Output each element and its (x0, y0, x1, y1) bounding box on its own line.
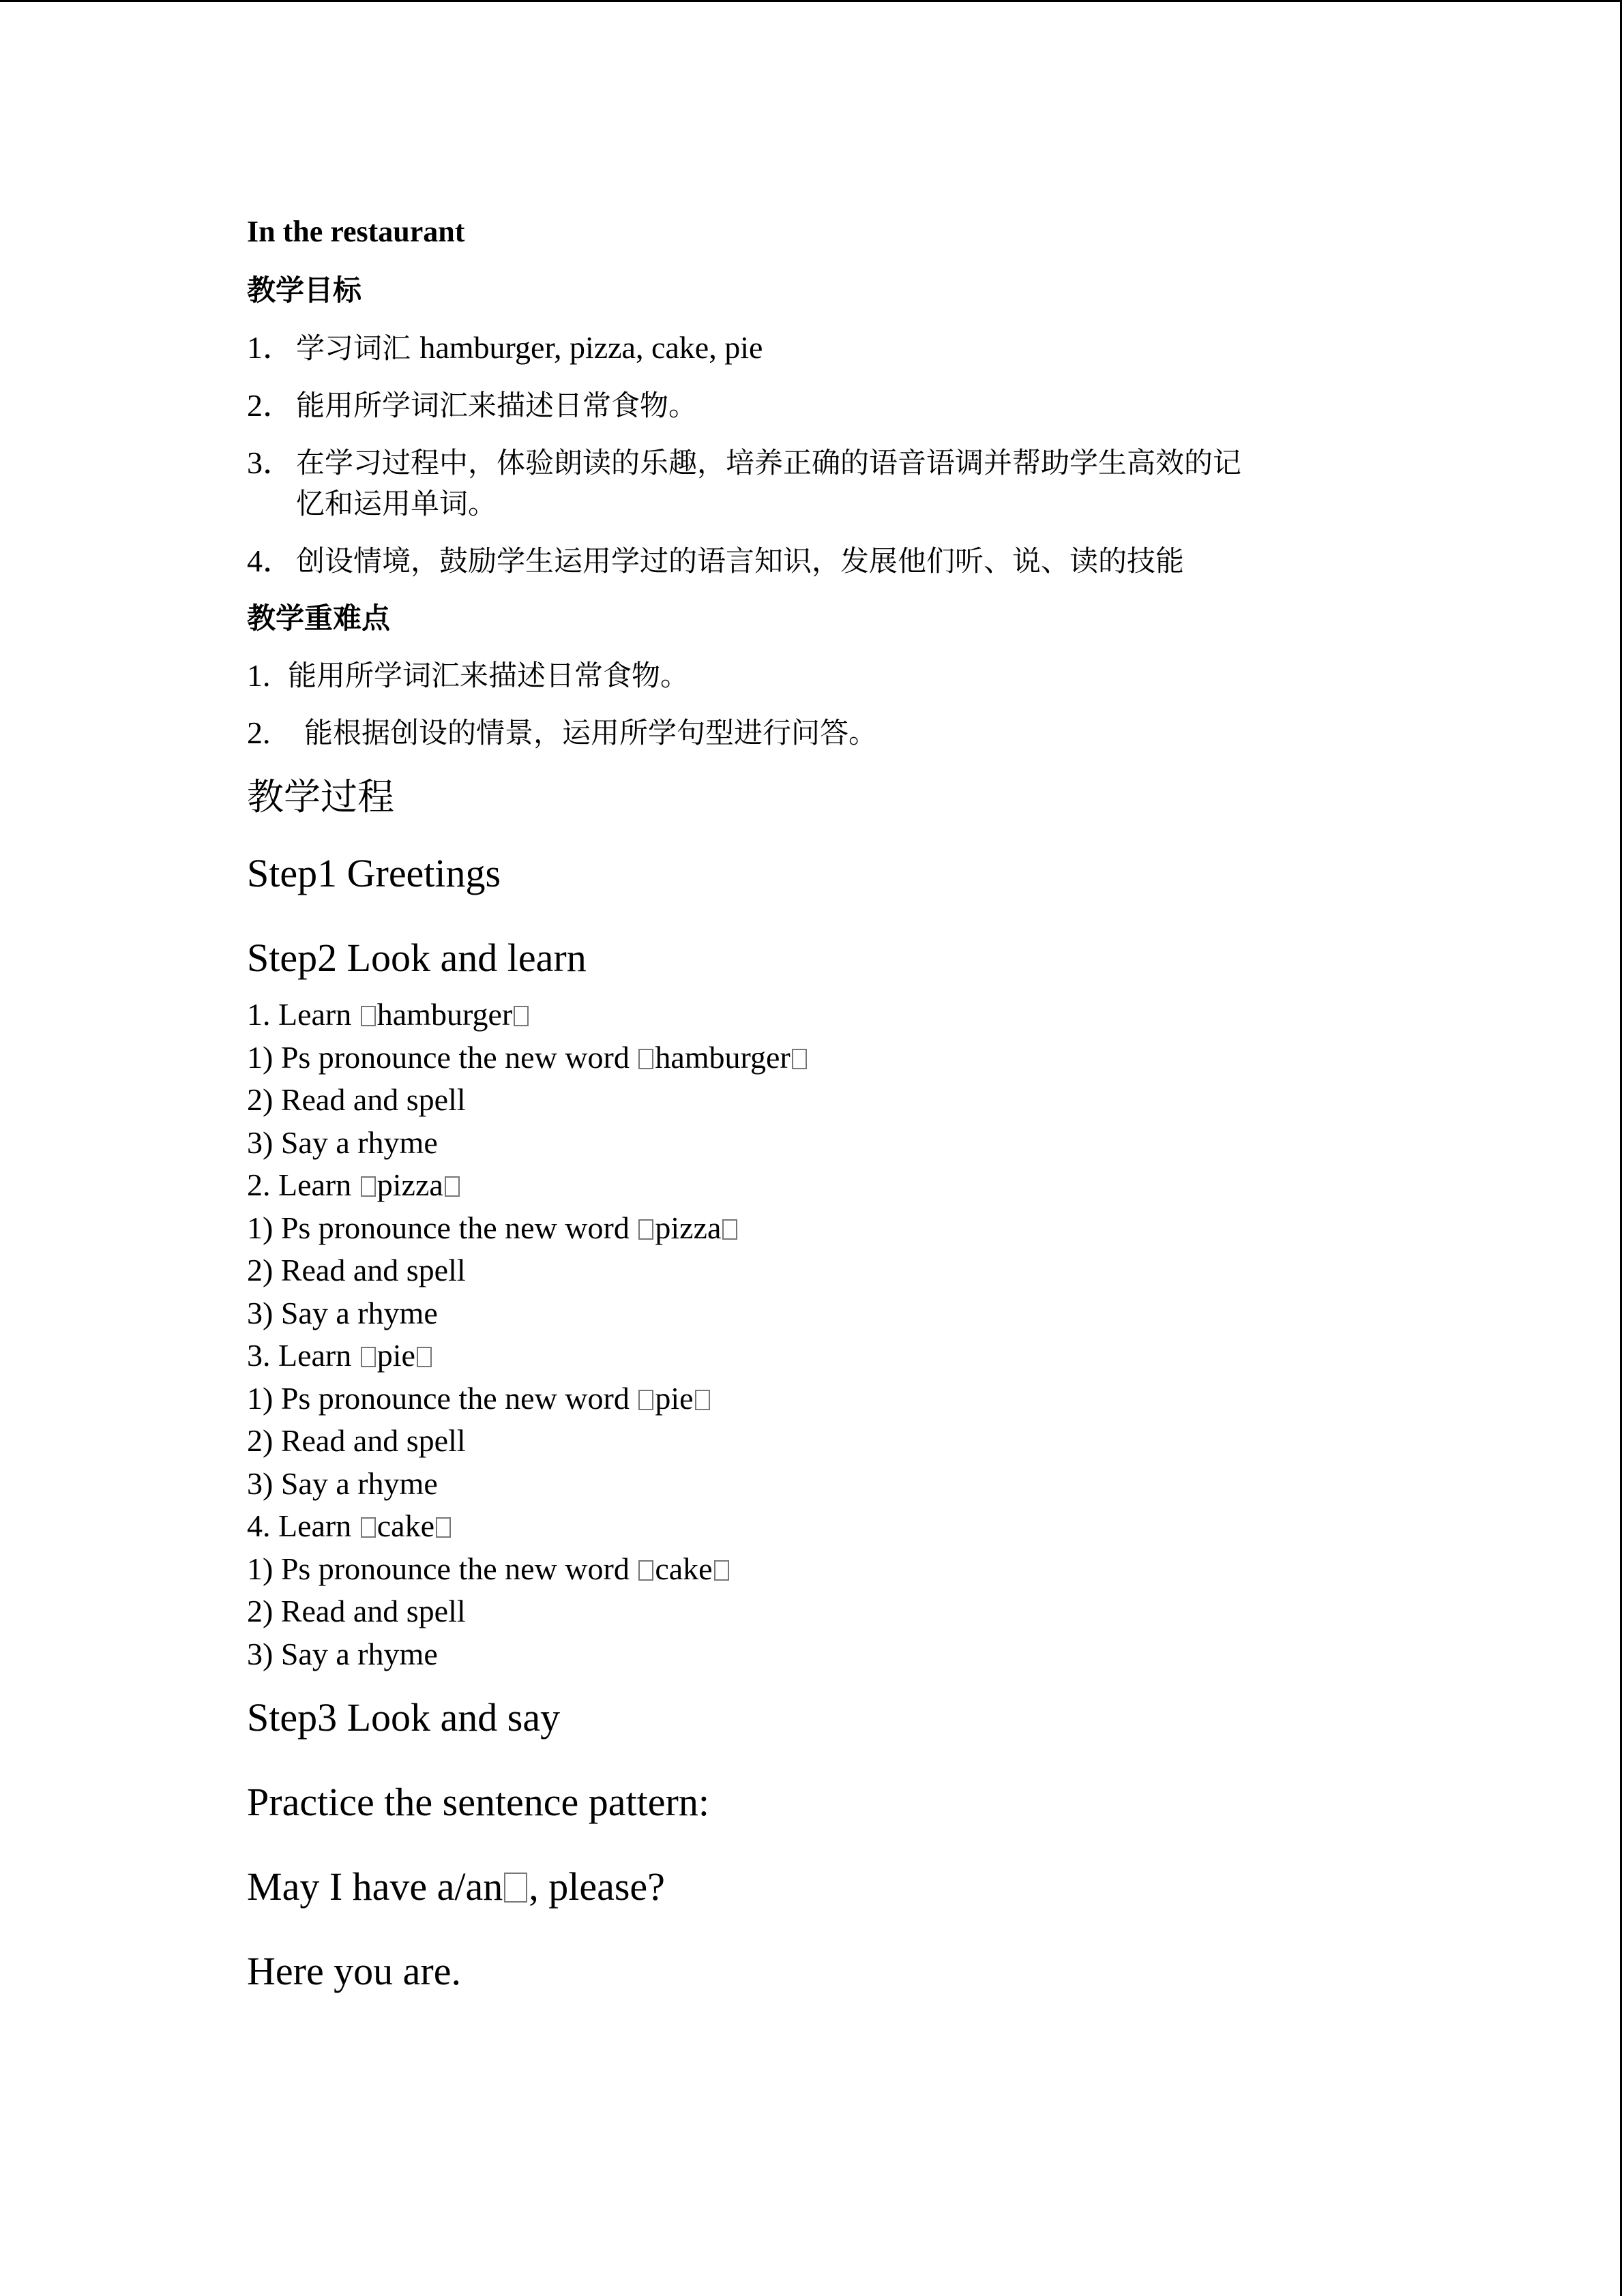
key-point-text: 能用所学词汇来描述日常食物。 (288, 659, 690, 692)
key-point-item (247, 713, 1420, 754)
document-body (247, 211, 1420, 2029)
key-points-heading: 教学重难点 (247, 601, 391, 635)
key-point-number: 1. (247, 658, 271, 693)
missing-glyph-box (792, 1049, 807, 1069)
missing-glyph-box (504, 1873, 527, 1903)
objective-text: 创设情境，鼓励学生运用学过的语言知识，发展他们听、说、读的技能 (296, 544, 1185, 578)
objective-number: 3． (247, 445, 294, 480)
list-item: 3) Say a rhyme (247, 1636, 438, 1671)
list-item: 1) Ps pronounce the new word pizza (247, 1207, 1420, 1250)
missing-glyph-box (638, 1049, 653, 1069)
list-item: 3) Say a rhyme (247, 1295, 438, 1330)
list-item: 1) Ps pronounce the new word hamburger (247, 1037, 1420, 1079)
list-item: 2) Read and spell (247, 1423, 466, 1458)
list-item: 3) Say a rhyme (247, 1465, 438, 1501)
objective-text-continued: 忆和运用单词。 (296, 487, 497, 520)
step1-heading: Step1 Greetings (247, 851, 501, 895)
step2-list (247, 994, 1420, 1675)
missing-glyph-box (638, 1560, 653, 1581)
missing-glyph-box (361, 1176, 376, 1197)
key-point-text: 能根据创设的情景，运用所学句型进行问答。 (304, 716, 878, 749)
missing-glyph-box (638, 1390, 653, 1410)
objective-item (247, 327, 1420, 369)
objectives-heading: 教学目标 (247, 273, 362, 307)
list-item: 2) Read and spell (247, 1082, 466, 1117)
objective-number: 1． (247, 330, 294, 365)
missing-glyph-box (361, 1006, 376, 1026)
objective-number: 2． (247, 388, 294, 423)
missing-glyph-box (361, 1347, 376, 1367)
list-item: 4. Learn cake (247, 1505, 1420, 1548)
objective-item (247, 385, 1420, 426)
step2-heading: Step2 Look and learn (247, 936, 587, 980)
list-item: 3) Say a rhyme (247, 1124, 438, 1160)
missing-glyph-box (638, 1219, 653, 1240)
missing-glyph-box (722, 1219, 737, 1240)
missing-glyph-box (514, 1006, 529, 1026)
objective-text: 学习词汇 (296, 331, 420, 365)
list-item: 2) Read and spell (247, 1253, 466, 1287)
key-point-item (247, 655, 1420, 696)
missing-glyph-box (361, 1517, 376, 1538)
key-point-number: 2. (247, 715, 271, 750)
missing-glyph-box (695, 1390, 710, 1410)
objective-vocab: hamburger, pizza, cake, pie (419, 330, 763, 365)
practice-line: Practice the sentence pattern: (247, 1780, 709, 1824)
list-item: 1) Ps pronounce the new word pie (247, 1377, 1420, 1420)
list-item: 1. Learn hamburger (247, 994, 1420, 1037)
document-title: In the restaurant (247, 215, 465, 248)
list-item: 1) Ps pronounce the new word cake (247, 1548, 1420, 1591)
objective-number: 4． (247, 543, 294, 578)
step3-heading: Step3 Look and say (247, 1695, 561, 1740)
missing-glyph-box (445, 1176, 460, 1197)
missing-glyph-box (436, 1517, 451, 1538)
list-item: 3. Learn pie (247, 1335, 1420, 1377)
list-item: 2. Learn pizza (247, 1164, 1420, 1207)
objective-text: 能用所学词汇来描述日常食物。 (296, 389, 698, 422)
objective-item (247, 541, 1420, 582)
list-item: 2) Read and spell (247, 1594, 466, 1628)
sentence-pattern: May I have a/an , please? (247, 1864, 665, 1909)
process-heading: 教学过程 (247, 775, 394, 818)
missing-glyph-box (417, 1347, 432, 1367)
missing-glyph-box (714, 1560, 729, 1581)
answer-line: Here you are. (247, 1949, 461, 1993)
objective-text: 在学习过程中，体验朗读的乐趣，培养正确的语音语调并帮助学生高效的记 (296, 446, 1242, 479)
